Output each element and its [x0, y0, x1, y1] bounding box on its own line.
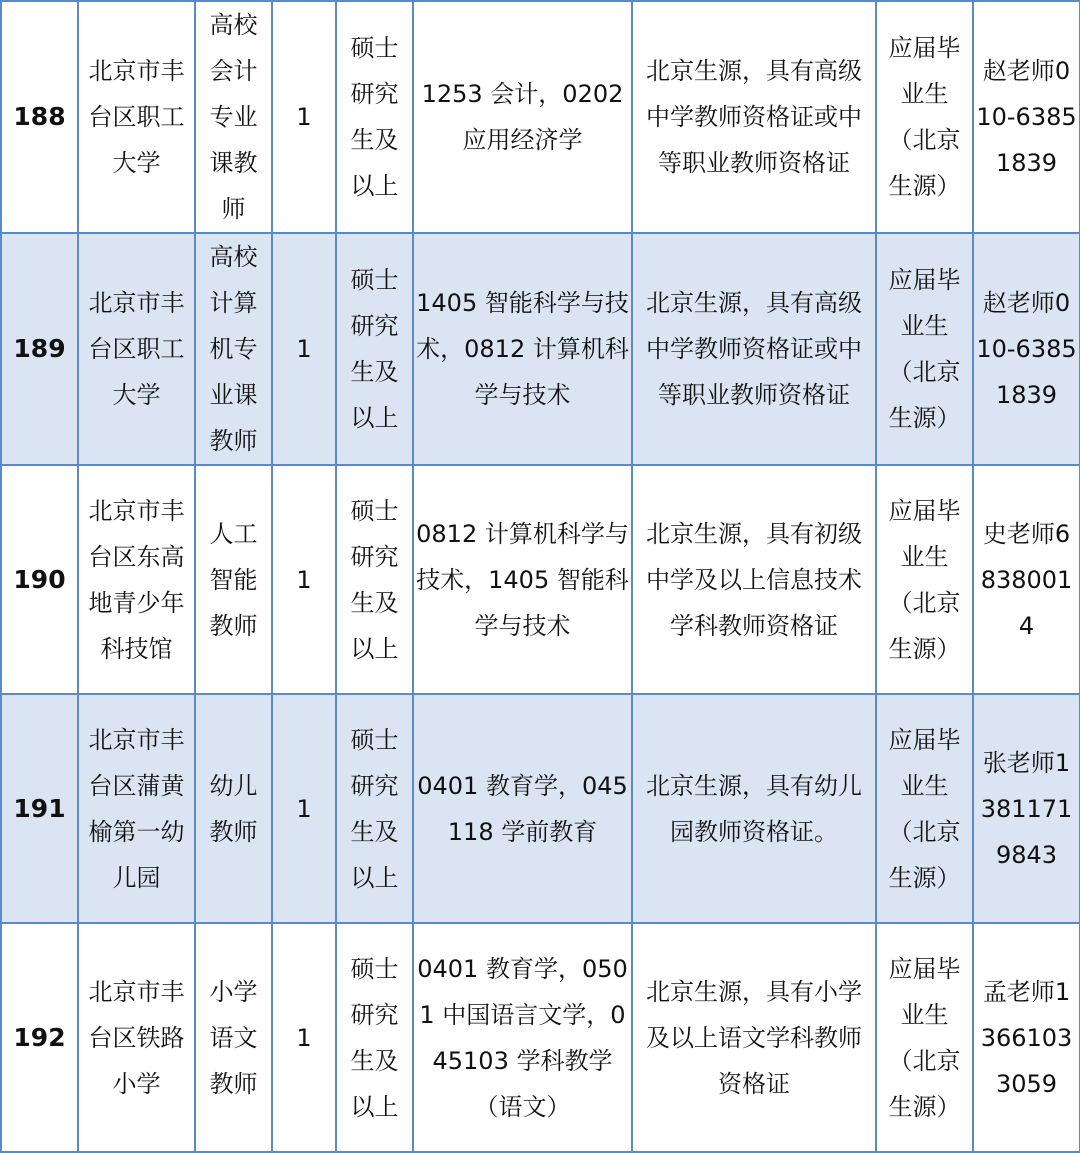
- education-requirement: 硕士研究生及以上: [336, 233, 413, 465]
- position-name: 人工智能教师: [195, 465, 272, 694]
- education-requirement: 硕士研究生及以上: [336, 694, 413, 923]
- table-row: [1, 465, 1080, 694]
- table-row: [1, 694, 1080, 923]
- hiring-count: 1: [272, 923, 336, 1152]
- employer-unit: 北京市丰台区职工大学: [78, 233, 195, 465]
- table-row: [1, 233, 1080, 465]
- contact-info: 赵老师010-63851839: [973, 233, 1080, 465]
- candidate-status: 应届毕业生（北京生源）: [876, 233, 973, 465]
- employer-unit: 北京市丰台区职工大学: [78, 1, 195, 233]
- row-number: 191: [1, 694, 78, 923]
- row-number: 188: [1, 1, 78, 233]
- position-name: 小学语文教师: [195, 923, 272, 1152]
- table-row: [1, 923, 1080, 1152]
- education-requirement: 硕士研究生及以上: [336, 465, 413, 694]
- hiring-count: 1: [272, 465, 336, 694]
- other-requirement: 北京生源，具有小学及以上语文学科教师资格证: [632, 923, 876, 1152]
- major-requirement: 0401 教育学，045118 学前教育: [413, 694, 632, 923]
- table-row: [1, 1, 1080, 233]
- other-requirement: 北京生源，具有高级中学教师资格证或中等职业教师资格证: [632, 233, 876, 465]
- employer-unit: 北京市丰台区蒲黄榆第一幼儿园: [78, 694, 195, 923]
- row-number: 190: [1, 465, 78, 694]
- hiring-count: 1: [272, 1, 336, 233]
- other-requirement: 北京生源，具有初级中学及以上信息技术学科教师资格证: [632, 465, 876, 694]
- contact-info: 孟老师13661033059: [973, 923, 1080, 1152]
- position-name: 幼儿教师: [195, 694, 272, 923]
- hiring-count: 1: [272, 233, 336, 465]
- hiring-count: 1: [272, 694, 336, 923]
- other-requirement: 北京生源，具有幼儿园教师资格证。: [632, 694, 876, 923]
- education-requirement: 硕士研究生及以上: [336, 923, 413, 1152]
- major-requirement: 0812 计算机科学与技术，1405 智能科学与技术: [413, 465, 632, 694]
- other-requirement: 北京生源，具有高级中学教师资格证或中等职业教师资格证: [632, 1, 876, 233]
- row-number: 189: [1, 233, 78, 465]
- candidate-status: 应届毕业生（北京生源）: [876, 465, 973, 694]
- position-name: 高校计算机专业课教师: [195, 233, 272, 465]
- candidate-status: 应届毕业生（北京生源）: [876, 694, 973, 923]
- contact-info: 张老师13811719843: [973, 694, 1080, 923]
- contact-info: 赵老师010-63851839: [973, 1, 1080, 233]
- employer-unit: 北京市丰台区东高地青少年科技馆: [78, 465, 195, 694]
- position-name: 高校会计专业课教师: [195, 1, 272, 233]
- education-requirement: 硕士研究生及以上: [336, 1, 413, 233]
- major-requirement: 1253 会计，0202 应用经济学: [413, 1, 632, 233]
- contact-info: 史老师68380014: [973, 465, 1080, 694]
- candidate-status: 应届毕业生（北京生源）: [876, 923, 973, 1152]
- major-requirement: 1405 智能科学与技术，0812 计算机科学与技术: [413, 233, 632, 465]
- row-number: 192: [1, 923, 78, 1152]
- employer-unit: 北京市丰台区铁路小学: [78, 923, 195, 1152]
- candidate-status: 应届毕业生（北京生源）: [876, 1, 973, 233]
- major-requirement: 0401 教育学，0501 中国语言文学，045103 学科教学（语文）: [413, 923, 632, 1152]
